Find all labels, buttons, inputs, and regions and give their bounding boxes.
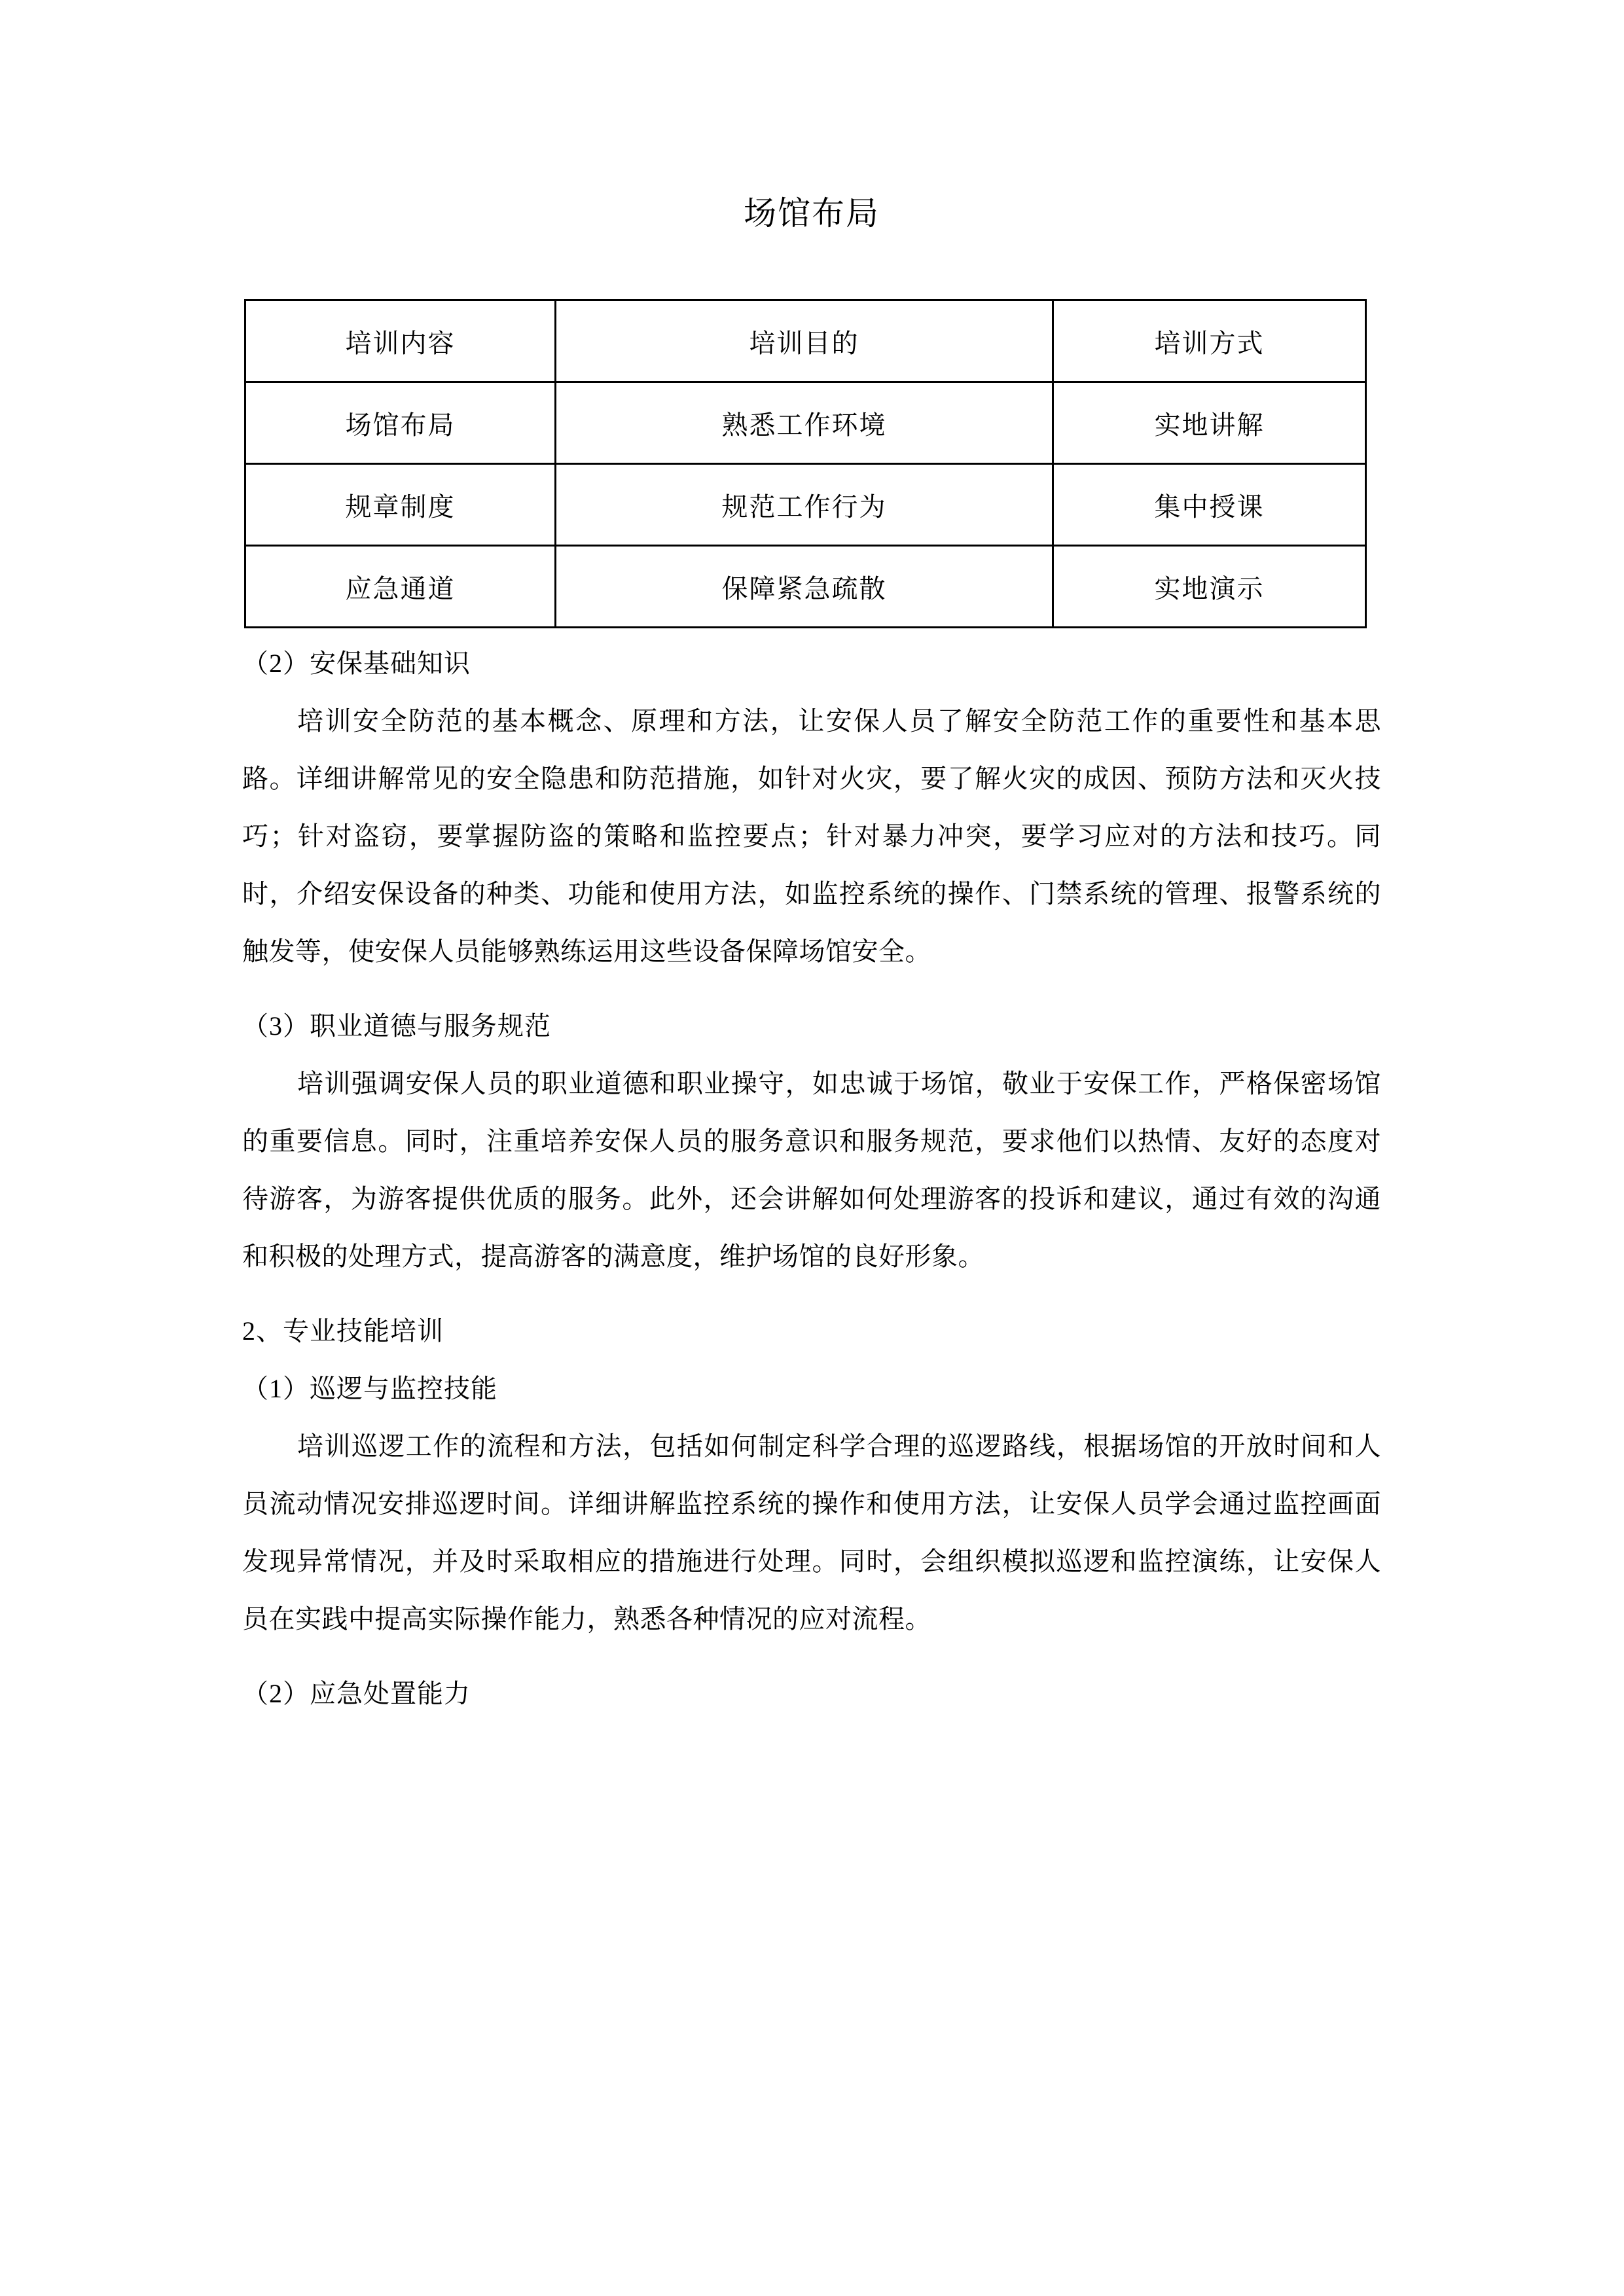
page-title: 场馆布局 [744, 195, 880, 232]
section-paragraph-2: 培训安全防范的基本概念、原理和方法，让安保人员了解安全防范工作的重要性和基本思路。详细讲解常见的安全隐患和防范措施，如针对火灾，要了解火灾的成因、预防方法和灭火技巧；针对盗窃，要掌握防盗的策略和监控要点；针对暴力冲突，要学习应对的方法和技巧。同时，介绍安保设备的种类、功能和使用方法，如监控系统的操作、门禁系统的管理、报警系统的触发等，使安保人员能够熟练运用这些设备保障场馆安全。 [242, 706, 1381, 966]
section-heading-6: （2）应急处置能力 [242, 1679, 471, 1708]
section-heading-3: （3）职业道德与服务规范 [242, 1011, 551, 1041]
table-cell: 规章制度 [245, 464, 556, 546]
table-cell: 集中授课 [1053, 464, 1366, 546]
page-content [242, 0, 1381, 1723]
training-table-wrapper [244, 299, 1381, 628]
table-cell: 保障紧急疏散 [556, 546, 1053, 628]
table-header-cell: 培训内容 [245, 300, 556, 382]
spacer [242, 628, 1381, 635]
spacer [242, 1648, 1381, 1665]
spacer [242, 1285, 1381, 1302]
table-cell: 实地讲解 [1053, 382, 1366, 464]
table-cell: 场馆布局 [245, 382, 556, 464]
table-header-row [245, 300, 1366, 382]
section-heading-4: 2、专业技能培训 [242, 1316, 444, 1346]
section-heading-5: （1）巡逻与监控技能 [242, 1374, 497, 1403]
table-cell: 应急通道 [245, 546, 556, 628]
table-cell: 实地演示 [1053, 546, 1366, 628]
spacer [242, 980, 1381, 997]
table-row [245, 464, 1366, 546]
table-row [245, 546, 1366, 628]
table-header-cell: 培训方式 [1053, 300, 1366, 382]
table-cell: 熟悉工作环境 [556, 382, 1053, 464]
section-paragraph-5: 培训巡逻工作的流程和方法，包括如何制定科学合理的巡逻路线，根据场馆的开放时间和人员流动情况安排巡逻时间。详细讲解监控系统的操作和使用方法，让安保人员学会通过监控画面发现异常情况，并及时采取相应的措施进行处理。同时，会组织模拟巡逻和监控演练，让安保人员在实践中提高实际操作能力，熟悉各种情况的应对流程。 [242, 1431, 1381, 1634]
section-paragraph-3: 培训强调安保人员的职业道德和职业操守，如忠诚于场馆，敬业于安保工作，严格保密场馆的重要信息。同时，注重培养安保人员的服务意识和服务规范，要求他们以热情、友好的态度对待游客，为游客提供优质的服务。此外，还会讲解如何处理游客的投诉和建议，通过有效的沟通和积极的处理方式，提高游客的满意度，维护场馆的良好形象。 [242, 1069, 1381, 1271]
table-cell: 规范工作行为 [556, 464, 1053, 546]
training-table [244, 299, 1367, 628]
table-header-cell: 培训目的 [556, 300, 1053, 382]
table-row [245, 382, 1366, 464]
section-heading-2: （2）安保基础知识 [242, 649, 471, 678]
